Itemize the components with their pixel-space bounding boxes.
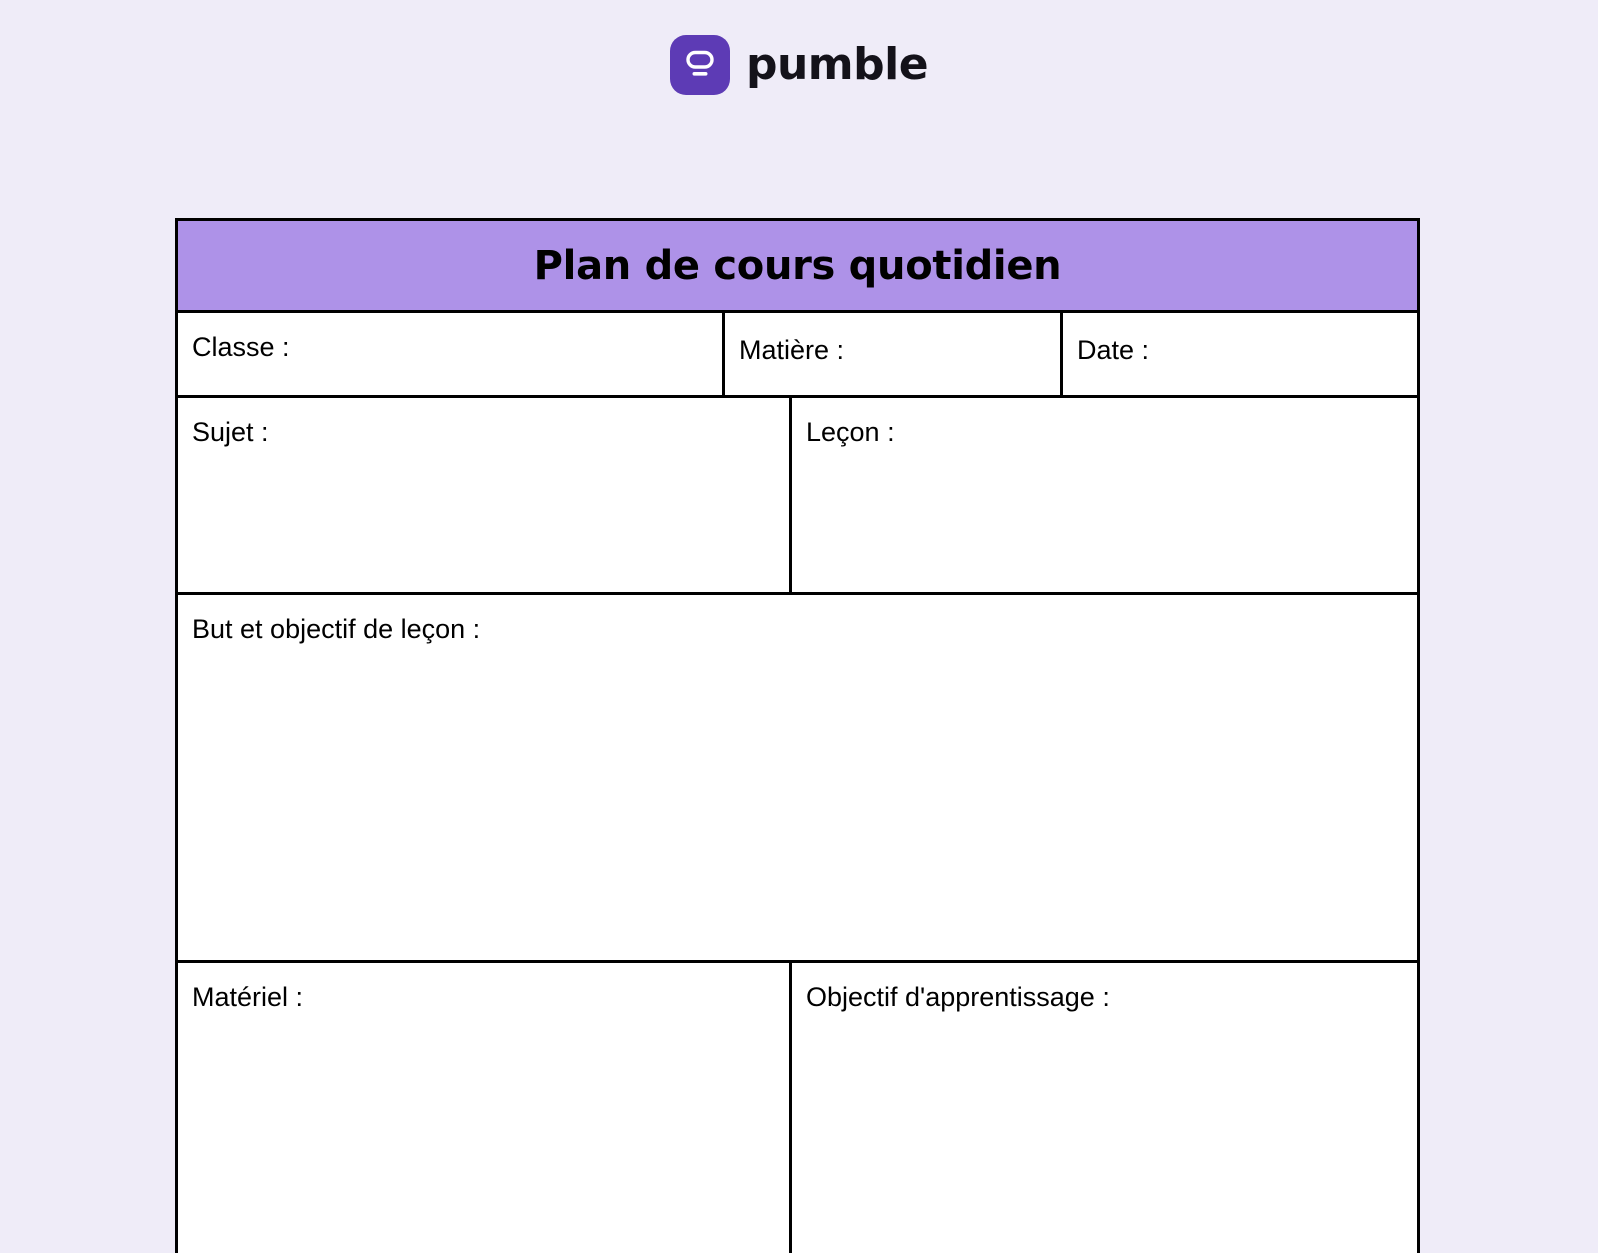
- pumble-wordmark: pumble: [745, 39, 929, 90]
- table-row-subject: [178, 398, 1417, 595]
- field-cell-objectif-apprentissage[interactable]: [789, 963, 1417, 1253]
- field-cell-but-objectif[interactable]: [178, 595, 1417, 960]
- field-label-lecon: Leçon :: [806, 417, 895, 447]
- table-row-materials: [178, 963, 1417, 1253]
- sheet-title-bar: [178, 221, 1417, 313]
- field-cell-sujet[interactable]: [178, 398, 789, 592]
- field-cell-materiel[interactable]: [178, 963, 789, 1253]
- field-label-classe: Classe :: [192, 332, 290, 362]
- field-cell-date[interactable]: [1060, 313, 1417, 395]
- field-cell-lecon[interactable]: [789, 398, 1417, 592]
- table-row-goal: [178, 595, 1417, 963]
- field-cell-matiere[interactable]: [722, 313, 1060, 395]
- field-cell-classe[interactable]: [178, 313, 722, 395]
- table-row-info: [178, 313, 1417, 398]
- page-title: Plan de cours quotidien: [533, 242, 1062, 289]
- field-label-but-objectif: But et objectif de leçon :: [192, 614, 481, 644]
- field-label-date: Date :: [1077, 335, 1150, 365]
- field-label-materiel: Matériel :: [192, 982, 304, 1012]
- field-label-objectif-apprentissage: Objectif d'apprentissage :: [806, 982, 1110, 1012]
- pumble-logo-icon: [670, 35, 730, 95]
- brand-header: [0, 30, 1598, 100]
- field-label-sujet: Sujet :: [192, 417, 269, 447]
- field-label-matiere: Matière :: [739, 335, 845, 365]
- daily-lesson-plan-sheet: [175, 218, 1420, 1253]
